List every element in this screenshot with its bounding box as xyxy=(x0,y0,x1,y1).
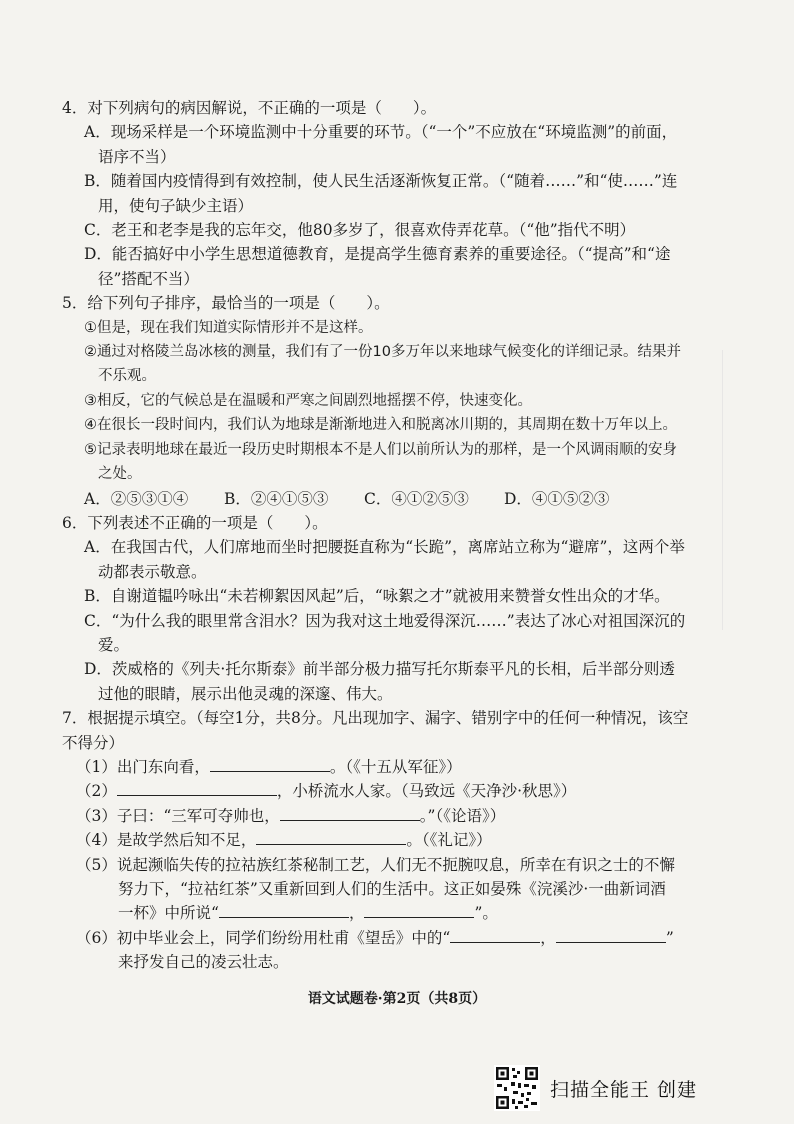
question-area xyxy=(62,96,690,975)
item-1-prefix: （1）出门东向看， xyxy=(76,757,210,776)
answer-blank[interactable] xyxy=(364,903,474,918)
answer-blank[interactable] xyxy=(256,830,406,845)
question-7-item-3 xyxy=(62,804,690,828)
question-6-option-d: D．茨威格的《列夫·托尔斯泰》前半部分极力描写托尔斯泰平凡的长相，后半部分则透过他的眼睛，展示出他灵魂的深邃、伟大。 xyxy=(84,660,675,703)
question-7-item-1 xyxy=(62,755,690,779)
question-4-option-d: D．能否搞好中小学生思想道德教育，是提高学生德育素养的重要途径。（“提高”和“途径”搭配不当） xyxy=(84,245,671,288)
question-5-sentence-4: ④在很长一段时间内，我们认为地球是渐渐地进入和脱离冰川期的，其周期在数十万年以上。 xyxy=(84,417,677,434)
question-5 xyxy=(62,291,690,511)
question-6-stem: 6．下列表述不正确的一项是（ ）。 xyxy=(62,513,328,532)
item-3-prefix: （3）子曰：“三军可夺帅也， xyxy=(76,806,280,825)
question-5-sentence-5: ⑤记录表明地球在最近一段历史时期根本不是人们以前所认为的那样，是一个风调雨顺的安身之处。 xyxy=(84,441,677,483)
question-5-sentence-3: ③相反，它的气候总是在温暖和严寒之间剧烈地摇摆不停，快速变化。 xyxy=(84,392,532,409)
question-7-item-4 xyxy=(62,828,690,852)
item-6-prefix: （6）初中毕业会上，同学们纷纷用杜甫《望岳》中的“ xyxy=(76,928,451,947)
question-4-option-c: C．老王和老李是我的忘年交，他80多岁了，很喜欢侍弄花草。（“他”指代不明） xyxy=(84,221,636,240)
question-5-choice-b: B．②④①⑤③ xyxy=(224,489,329,508)
item-2-suffix: ，小桥流水人家。（马致远《天净沙·秋思》） xyxy=(276,782,577,801)
question-5-choice-c: C．④①②⑤③ xyxy=(364,489,469,508)
question-6 xyxy=(62,511,690,706)
item-5-prefix: 一杯》中所说“ xyxy=(118,904,219,923)
item-3-suffix: 。”（《论语》） xyxy=(419,806,506,825)
question-5-choice-d: D．④①⑤②③ xyxy=(504,489,610,508)
question-7-stem: 7．根据提示填空。（每空1分，共8分。凡出现加字、漏字、错别字中的任何一种情况，该空不得分） xyxy=(62,709,689,752)
answer-blank[interactable] xyxy=(210,757,330,772)
answer-blank[interactable] xyxy=(556,928,666,943)
question-7-item-6 xyxy=(62,926,690,975)
question-4-option-b: B．随着国内疫情得到有效控制，使人民生活逐渐恢复正常。（“随着……”和“使……”连用，使句子缺少主语） xyxy=(84,172,678,215)
item-5-separator: ， xyxy=(348,904,365,923)
item-5-line-2: 努力下，“拉祜红茶”又重新回到人们的生活中。这正如晏殊《浣溪沙·一曲新词酒 xyxy=(118,880,666,898)
question-6-option-b: B．自谢道韫吟咏出“未若柳絮因风起”后，“咏絮之才”就被用来赞誉女性出众的才华。 xyxy=(84,587,670,606)
question-7-item-2 xyxy=(62,779,690,803)
question-4 xyxy=(62,96,690,291)
fold-crease xyxy=(722,350,723,630)
item-6-line-2: 来抒发自己的凌云壮志。 xyxy=(118,953,289,972)
question-5-choice-a: A．②⑤③①④ xyxy=(84,489,189,508)
item-2-prefix: （2） xyxy=(76,782,117,801)
item-6-suffix: ” xyxy=(665,928,674,947)
answer-blank[interactable] xyxy=(219,903,349,918)
answer-blank[interactable] xyxy=(450,928,540,943)
item-5-line-1: （5）说起濒临失传的拉祜族红茶秘制工艺，人们无不扼腕叹息，所幸在有识之士的不懈 xyxy=(76,855,675,874)
answer-blank[interactable] xyxy=(117,781,277,796)
page-footer: 语文试题卷·第2页（共8页） xyxy=(307,991,487,1007)
question-5-sentence-2: ②通过对格陵兰岛冰核的测量，我们有了一份10多万年以来地球气候变化的详细记录。结果并不乐观。 xyxy=(84,344,681,385)
item-4-prefix: （4）是故学然后知不足， xyxy=(76,831,257,850)
answer-blank[interactable] xyxy=(280,806,420,821)
scanner-watermark xyxy=(494,1065,697,1111)
question-5-choices xyxy=(62,487,690,511)
item-5-suffix: ”。 xyxy=(474,904,498,923)
item-6-separator: ， xyxy=(540,928,556,947)
question-4-stem: 4．对下列病句的病因解说，不正确的一项是（ ）。 xyxy=(62,99,437,117)
item-5-line-3 xyxy=(76,901,690,925)
item-4-suffix: 。（《礼记》） xyxy=(406,831,492,850)
question-5-stem: 5．给下列句子排序，最恰当的一项是（ ）。 xyxy=(62,294,390,313)
item-6-line-1 xyxy=(76,926,690,950)
question-7 xyxy=(62,706,690,974)
question-6-option-a: A．在我国古代，人们席地而坐时把腰挺直称为“长跪”，离席站立称为“避席”，这两个举动都表示敬意。 xyxy=(84,538,685,581)
watermark-text: 扫描全能王 创建 xyxy=(550,1078,698,1101)
item-1-suffix: 。（《十五从军征》） xyxy=(329,757,462,776)
question-7-item-5 xyxy=(62,853,690,926)
question-4-option-a: A．现场采样是一个环境监测中十分重要的环节。（“一个”不应放在“环境监测”的前面，语序不当） xyxy=(84,123,678,166)
question-5-sentence-1: ①但是，现在我们知道实际情形并不是这样。 xyxy=(84,319,373,336)
question-6-option-c: C．“为什么我的眼里常含泪水？因为我对这土地爱得深沉……”表达了冰心对祖国深沉的爱。 xyxy=(84,611,686,654)
qr-code-icon xyxy=(494,1065,540,1111)
